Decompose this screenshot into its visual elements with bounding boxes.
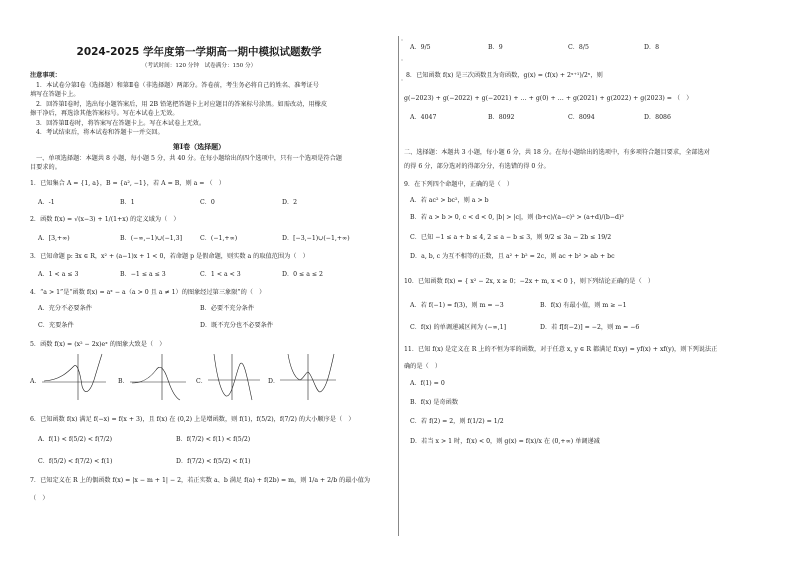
q5-graph-a (40, 352, 108, 402)
q9-option-d: D．a, b, c 为互不相等的正数，且 a² + b² = 2c，则 ac + b² > ab + bc (410, 253, 615, 260)
q1-option-b: B．1 (120, 199, 135, 206)
q7-stem-tail: （ ） (30, 495, 49, 502)
paper-subtitle: （考试时间：120 分钟 试卷满分：150 分） (141, 63, 257, 69)
q3-option-d: D．0 ≤ a ≤ 2 (282, 271, 323, 278)
q3-option-b: B．−1 ≤ a ≤ 3 (120, 271, 166, 278)
q2-option-c: C．(−1,+∞) (200, 235, 238, 242)
notice-line: 2．回答第Ⅰ卷时，选出每小题答案后，用 2B 铅笔把答题卡上对应题目的答案标号涂黑。如需改动，用橡皮 (36, 101, 328, 108)
q4-option-a: A．充分不必要条件 (38, 305, 92, 312)
q11-option-a: A．f(1) = 0 (410, 380, 445, 387)
q9-stem: 9．在下列四个命题中，正确的是（ ） (404, 181, 514, 188)
notice-line: 擦干净后，再选涂其他答案标号。写在本试卷上无效。 (30, 110, 179, 117)
q8-option-b: B．8092 (488, 114, 515, 121)
notice-line: 3．回答第Ⅱ卷时，将答案写在答题卡上。写在本试卷上无效。 (36, 120, 206, 127)
q4-stem: 4．“a > 1”是“函数 f(x) = aˣ − a（a > 0 且 a ≠ 1）的图象经过第三象限”的（ ） (30, 289, 266, 296)
q4-option-c: C．充要条件 (38, 322, 74, 329)
q3-option-a: A．1 < a ≤ 3 (38, 271, 79, 278)
q9-option-c: C．已知 −1 ≤ a + b ≤ 4, 2 ≤ a − b ≤ 3，则 9/2 ≤ 3a − 2b ≤ 19/2 (410, 234, 612, 241)
q8-stem: 8．已知函数 f(x) 是三次函数且为奇函数，g(x) = (f(x) + 2ˣ⁺¹)/2ˣ，则 (406, 72, 603, 79)
q5-stem: 5．函数 f(x) = (x² − 2x)eˣ 的图象大致是（ ） (30, 341, 166, 348)
q4-option-d: D．既不充分也不必要条件 (200, 322, 274, 329)
q8-option-c: C．8094 (568, 114, 595, 121)
q11-option-b: B．f(x) 是奇函数 (410, 399, 459, 406)
part1-heading: 第Ⅰ卷（选择题） (172, 142, 226, 151)
q10-stem: 10．已知函数 f(x) = { x² − 2x, x ≥ 0；−2x + m, x < 0 }，则下列结论正确的是（ ） (404, 278, 655, 285)
q10-option-c: C．f(x) 的单调递减区间为 (−∞,1] (410, 324, 507, 331)
q11-stem-tail: 确的是（ ） (404, 363, 442, 370)
q6-option-d: D．f(7/2) < f(5/2) < f(1) (176, 458, 251, 465)
q2-option-d: D．[−3,−1)∪(−1,+∞) (282, 235, 350, 242)
q9-option-a: A．若 ac² > bc²，则 a > b (410, 197, 489, 204)
q2-stem: 2．函数 f(x) = √(x−3) + 1/(1+x) 的定义域为（ ） (30, 216, 180, 223)
q8-expression: g(−2023) + g(−2022) + g(−2021) + … + g(0) + … + g(2021) + g(2022) + g(2023) = （ ） (404, 95, 693, 102)
q6-stem: 6．已知函数 f(x) 满足 f(−x) = f(x + 3)，且 f(x) 在 (0,2) 上是增函数，则 f(1)，f(5/2)，f(7/2) 的大小顺序是（ ） (30, 416, 355, 423)
q5-label-c: C． (196, 378, 207, 385)
q5-label-b: B． (118, 378, 129, 385)
q7-stem: 7．已知定义在 R 上的偶函数 f(x) = |x − m + 1| − 2，若正实数 a、b 满足 f(a) + f(2b) = m，则 1/a + 2/b 的最小值为 (30, 477, 371, 484)
section1-intro: 一、单项选择题：本题共 8 小题，每小题 5 分，共 40 分。在每小题给出的四个选项中，只有一个选项是符合题 (36, 155, 342, 162)
q8-option-d: D．8086 (644, 114, 671, 121)
q3-option-c: C．1 < a < 3 (200, 271, 241, 278)
q1-option-d: D．2 (282, 199, 298, 206)
q6-option-a: A．f(1) < f(5/2) < f(7/2) (38, 436, 113, 443)
notice-line: 1．本试卷分第Ⅰ卷（选择题）和第Ⅱ卷（非选择题）两部分。答卷前，考生务必将自己的姓名、准考证号 (36, 82, 319, 89)
q1-stem: 1．已知集合 A = {1, a}，B = {a², −1}，若 A = B，则 a = （ ） (30, 180, 225, 187)
q6-option-c: C．f(5/2) < f(7/2) < f(1) (38, 458, 113, 465)
section2-intro: 的得 6 分，部分选对的得部分分，有选错的得 0 分。 (404, 163, 550, 170)
q2-option-a: A．[3,+∞) (38, 235, 70, 242)
q7-option-d: D．8 (644, 44, 660, 51)
notice-heading: 注意事项： (30, 72, 61, 79)
q7-option-a: A．9/5 (410, 44, 431, 51)
section2-intro: 二、选择题：本题共 3 小题，每小题 6 分，共 18 分。在每小题给出的选项中，有多项符合题目要求，全部选对 (404, 149, 710, 156)
q5-graph-b (128, 352, 188, 402)
q6-option-b: B．f(7/2) < f(1) < f(5/2) (176, 436, 251, 443)
q10-option-b: B．f(x) 有最小值，则 m ≥ −1 (540, 302, 627, 309)
column-divider (398, 36, 399, 536)
q5-label-a: A． (30, 378, 41, 385)
q11-stem: 11．已知 f(x) 是定义在 R 上的不恒为零的函数，对于任意 x, y ∈ R 都满足 f(xy) = yf(x) + xf(y)，则下列说法正 (404, 346, 718, 353)
notice-line: 填写在答题卡上。 (30, 91, 80, 98)
q8-option-a: A．4047 (410, 114, 437, 121)
q10-option-a: A．若 f(−1) = f(3)，则 m = −3 (410, 302, 504, 309)
paper-title: 2024-2025 学年度第一学期高一期中模拟试题数学 (76, 46, 322, 58)
q5-graph-c (206, 352, 262, 402)
q11-option-c: C．若 f(2) = 2，则 f(1/2) = 1/2 (410, 418, 504, 425)
q10-option-d: D．若 f[f(−2)] = −2，则 m = −6 (540, 324, 640, 331)
q3-stem: 3．已知命题 p: ∃x ∈ R，x² + (a−1)x + 1 < 0，若命题 p 是假命题，则实数 a 的取值范围为（ ） (30, 253, 309, 260)
q7-option-b: B．9 (488, 44, 503, 51)
q5-graph-d (278, 352, 338, 402)
q1-option-c: C．0 (200, 199, 215, 206)
notice-line: 4．考试结束后，将本试卷和答题卡一并交回。 (36, 129, 164, 136)
q9-option-b: B．若 a > b > 0, c < d < 0, |b| > |c|，则 (b+c)/(a−c)² > (a+d)/(b−d)² (410, 214, 624, 221)
q5-label-d: D． (268, 378, 280, 385)
section1-intro: 目要求的。 (30, 164, 61, 171)
q1-option-a: A．-1 (38, 199, 55, 206)
q2-option-b: B．(−∞,−1)∪(−1,3] (120, 235, 183, 242)
q7-option-c: C．8/5 (568, 44, 589, 51)
q4-option-b: B．必要不充分条件 (200, 305, 255, 312)
q11-option-d: D．若当 x > 1 时，f(x) < 0，则 g(x) = f(x)/x 在 (0,+∞) 单调递减 (410, 438, 600, 445)
